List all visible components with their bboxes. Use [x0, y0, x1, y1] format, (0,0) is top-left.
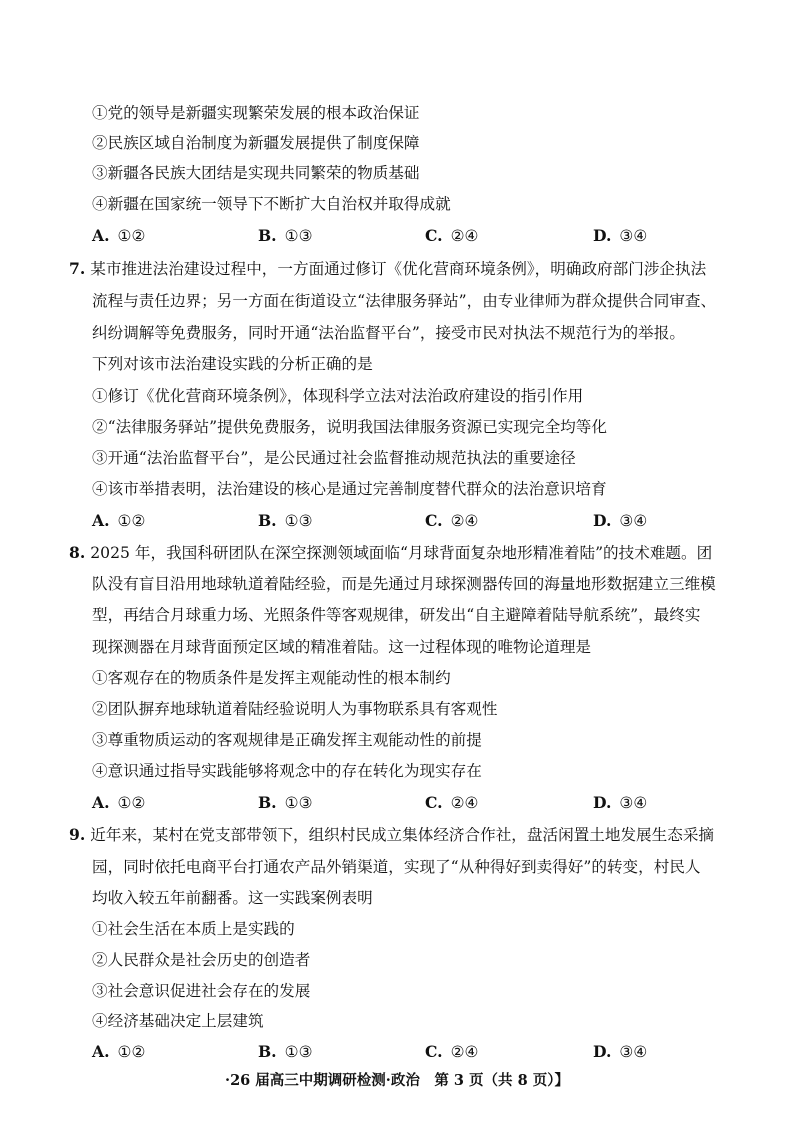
- q8-item-2: ②团队摒弃地球轨道着陆经验说明人为事物联系具有客观性: [92, 700, 498, 718]
- q8-stem-line-4: 现探测器在月球背面预定区域的精准着陆。这一过程体现的唯物论道理是: [92, 638, 592, 656]
- q7-item-2: ②“法律服务驿站”提供免费服务，说明我国法律服务资源已实现完全均等化: [92, 418, 607, 436]
- q7-stem-line-1: 7. 某市推进法治建设过程中，一方面通过修订《优化营商环境条例》，明确政府部门涉企执法: [69, 259, 707, 278]
- q6-options: [92, 224, 712, 248]
- q9-option-b[interactable]: B. ①③: [258, 1042, 313, 1061]
- q7-item-1: ①修订《优化营商环境条例》，体现科学立法对法治政府建设的指引作用: [92, 387, 584, 405]
- q8-option-d[interactable]: D. ③④: [593, 793, 648, 812]
- q9-option-d[interactable]: D. ③④: [593, 1042, 648, 1061]
- q8-stem-line-2: 队没有盲目沿用地球轨道着陆经验，而是先通过月球探测器传回的海量地形数据建立三维模: [92, 575, 716, 593]
- q8-stem-line-3: 型，再结合月球重力场、光照条件等客观规律，研发出“自主避障着陆导航系统”，最终实: [92, 606, 701, 624]
- q7-item-3: ③开通“法治监督平台”，是公民通过社会监督推动规范执法的重要途径: [92, 449, 576, 467]
- q9-item-4: ④经济基础决定上层建筑: [92, 1012, 264, 1030]
- q9-item-2: ②人民群众是社会历史的创造者: [92, 951, 311, 969]
- q8-option-c[interactable]: C. ②④: [425, 793, 479, 812]
- q9-options: [92, 1040, 712, 1064]
- q9-stem-line-3: 均收入较五年前翻番。这一实践案例表明: [92, 889, 373, 907]
- q8-item-3: ③尊重物质运动的客观规律是正确发挥主观能动性的前提: [92, 731, 482, 749]
- q6-option-b[interactable]: B. ①③: [258, 226, 313, 245]
- q7-option-a[interactable]: A. ①②: [92, 511, 146, 530]
- q6-option-c[interactable]: C. ②④: [425, 226, 479, 245]
- q8-options: [92, 791, 712, 815]
- q6-option-a[interactable]: A. ①②: [92, 226, 146, 245]
- q9-item-3: ③社会意识促进社会存在的发展: [92, 982, 311, 1000]
- q9-stem-line-2: 园，同时依托电商平台打通农产品外销渠道，实现了“从种得好到卖得好”的转变，村民人: [92, 858, 701, 876]
- q8-stem-line-1: 8. 2025 年，我国科研团队在深空探测领域面临“月球背面复杂地形精准着陆”的技术难题。团: [69, 543, 713, 562]
- q9-number: 9.: [69, 825, 86, 844]
- q8-number: 8.: [69, 543, 86, 562]
- q7-options: [92, 509, 712, 533]
- q6-item-1: ①党的领导是新疆实现繁荣发展的根本政治保证: [92, 104, 420, 122]
- q7-number: 7.: [69, 259, 86, 278]
- q8-item-4: ④意识通过指导实践能够将观念中的存在转化为现实存在: [92, 762, 482, 780]
- q7-item-4: ④该市举措表明，法治建设的核心是通过完善制度替代群众的法治意识培育: [92, 480, 607, 498]
- q8-option-b[interactable]: B. ①③: [258, 793, 313, 812]
- page-footer: ·26 届高三中期调研检测·政治 第 3 页（共 8 页）】: [225, 1072, 569, 1089]
- q9-option-a[interactable]: A. ①②: [92, 1042, 146, 1061]
- q9-option-c[interactable]: C. ②④: [425, 1042, 479, 1061]
- q9-stem-line-1: 9. 近年来，某村在党支部带领下，组织村民成立集体经济合作社，盘活闲置土地发展生态采摘: [69, 825, 715, 844]
- q7-stem-line-4: 下列对该市法治建设实践的分析正确的是: [92, 355, 373, 373]
- q7-stem-line-2: 流程与责任边界；另一方面在街道设立“法律服务驿站”，由专业律师为群众提供合同审查、: [92, 292, 717, 310]
- q7-option-c[interactable]: C. ②④: [425, 511, 479, 530]
- q9-item-1: ①社会生活在本质上是实践的: [92, 920, 295, 938]
- q7-option-d[interactable]: D. ③④: [593, 511, 648, 530]
- q8-item-1: ①客观存在的物质条件是发挥主观能动性的根本制约: [92, 669, 451, 687]
- q6-item-3: ③新疆各民族大团结是实现共同繁荣的物质基础: [92, 164, 420, 182]
- q7-option-b[interactable]: B. ①③: [258, 511, 313, 530]
- q6-option-d[interactable]: D. ③④: [593, 226, 648, 245]
- q6-item-2: ②民族区域自治制度为新疆发展提供了制度保障: [92, 134, 420, 152]
- q8-option-a[interactable]: A. ①②: [92, 793, 146, 812]
- q7-stem-line-3: 纠纷调解等免费服务，同时开通“法治监督平台”，接受市民对执法不规范行为的举报。: [92, 324, 685, 342]
- q6-item-4: ④新疆在国家统一领导下不断扩大自治权并取得成就: [92, 195, 451, 213]
